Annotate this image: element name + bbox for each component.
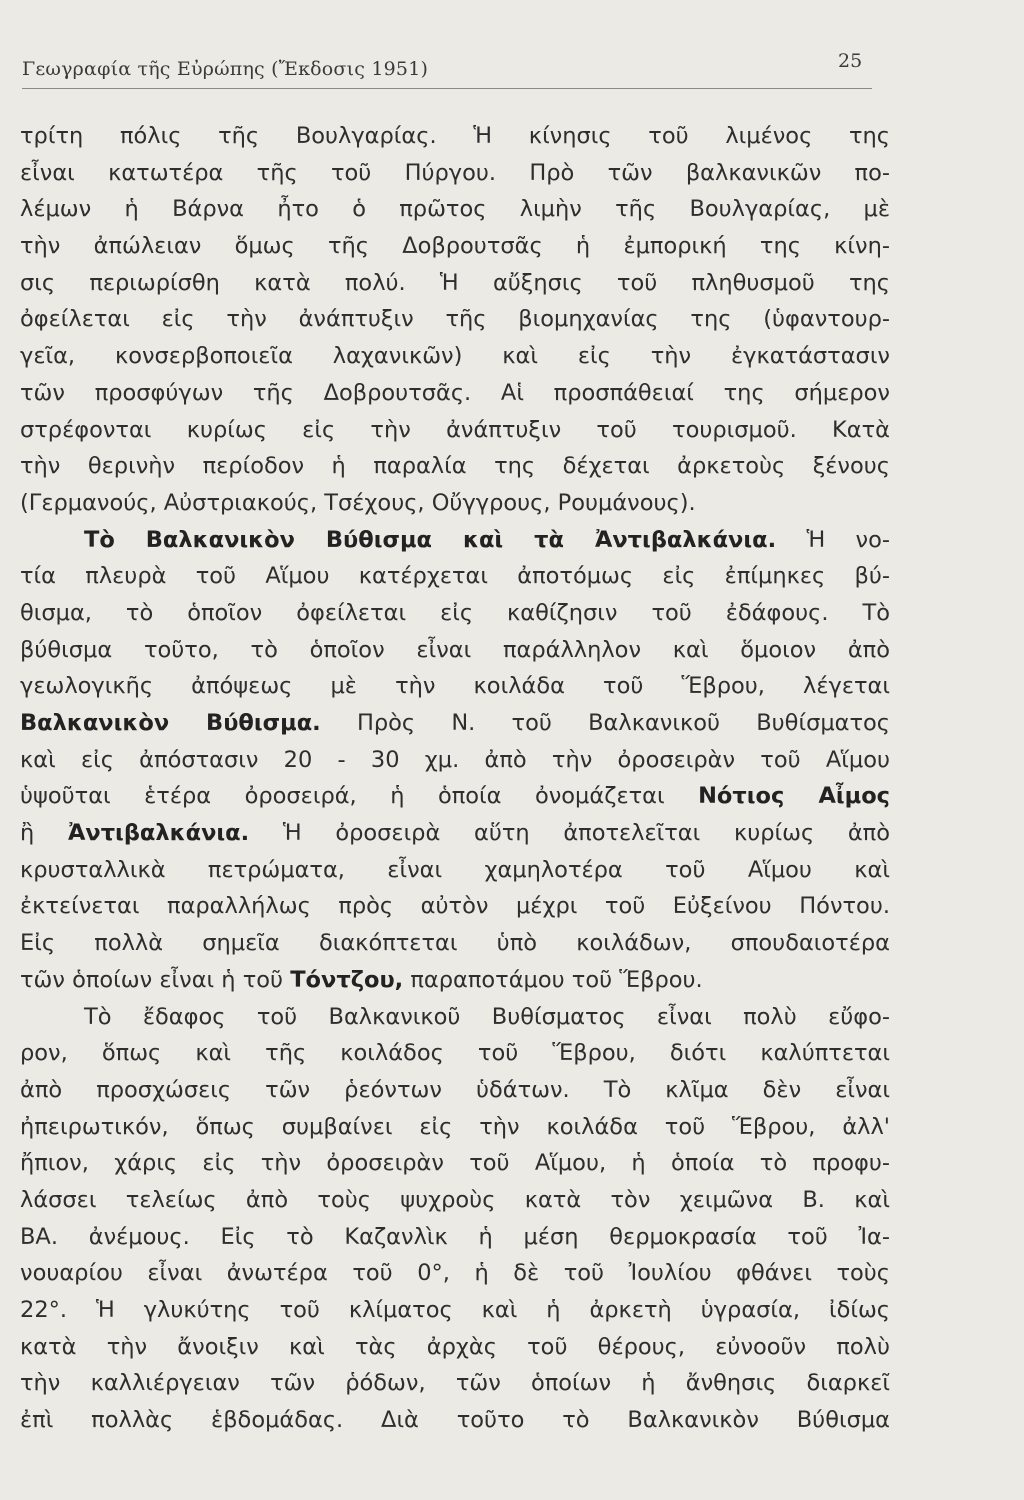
text-run: κατὰ τὴν ἄνοιξιν καὶ τὰς ἀρχὰς τοῦ θέρους, εὐνοοῦν πολὺ <box>20 1333 890 1360</box>
text-run: ἢ <box>20 820 68 847</box>
text-line <box>20 595 890 632</box>
text-run: Εἰς πολλὰ σημεῖα διακόπτεται ὑπὸ κοιλάδων, σπουδαιοτέρα <box>20 930 890 957</box>
text-line <box>20 522 890 559</box>
text-line <box>20 999 890 1036</box>
bold-term: Βαλκανικὸν Βύθισμα. <box>20 710 321 736</box>
text-line <box>20 1365 890 1402</box>
text-line <box>20 228 890 265</box>
text-line <box>20 412 890 449</box>
text-line <box>20 1035 890 1072</box>
text-line <box>20 925 890 962</box>
text-run: σις περιωρίσθη κατὰ πολύ. Ἡ αὔξησις τοῦ πληθυσμοῦ της <box>20 269 890 296</box>
text-line <box>20 1329 890 1366</box>
text-run: Ἡ νο- <box>776 526 890 553</box>
text-line <box>20 118 890 155</box>
text-line <box>20 1219 890 1256</box>
text-line <box>20 1072 890 1109</box>
text-line <box>20 191 890 228</box>
text-run: (Γερμανούς, Αὐστριακούς, Τσέχους, Οὔγγρους, Ρουμάνους). <box>20 489 696 516</box>
text-line <box>20 888 890 925</box>
text-line <box>20 1182 890 1219</box>
text-line <box>20 448 890 485</box>
text-line <box>20 815 890 852</box>
text-run: ἀπὸ προσχώσεις τῶν ῥεόντων ὑδάτων. Τὸ κλῖμα δὲν εἶναι <box>20 1076 890 1103</box>
text-line <box>20 558 890 595</box>
text-run: λέμων ἡ Βάρνα ἦτο ὁ πρῶτος λιμὴν τῆς Βουλγαρίας, μὲ <box>20 196 890 223</box>
text-run: Πρὸς Ν. τοῦ Βαλκανικοῦ Βυθίσματος <box>320 710 890 736</box>
text-line <box>20 1145 890 1182</box>
text-line <box>20 1402 890 1439</box>
page-number: 25 <box>838 50 863 72</box>
text-run: εἶναι κατωτέρα τῆς τοῦ Πύργου. Πρὸ τῶν βαλκανικῶν πο- <box>20 159 890 186</box>
text-line <box>20 485 890 522</box>
text-run: θισμα, τὸ ὁποῖον ὀφείλεται εἰς καθίζησιν τοῦ ἐδάφους. Τὸ <box>20 599 890 626</box>
text-run: ἤπιον, χάρις εἰς τὴν ὀροσειρὰν τοῦ Αἵμου, ἡ ὁποία τὸ προφυ- <box>20 1150 890 1177</box>
header-rule <box>22 88 872 89</box>
text-run: νουαρίου εἶναι ἀνωτέρα τοῦ 0°, ἡ δὲ τοῦ Ἰουλίου φθάνει τοὺς <box>20 1260 890 1287</box>
text-line <box>20 155 890 192</box>
text-line <box>20 338 890 375</box>
text-run: τῶν προσφύγων τῆς Δοβρουτσᾶς. Αἱ προσπάθειαί της σήμερον <box>20 379 890 406</box>
text-line <box>20 705 890 742</box>
text-run: καὶ εἰς ἀπόστασιν 20 - 30 χμ. ἀπὸ τὴν ὀροσειρὰν τοῦ Αἵμου <box>20 746 890 773</box>
text-run: τὴν θερινὴν περίοδον ἡ παραλία της δέχεται ἀρκετοὺς ξένους <box>20 453 890 480</box>
text-run: τῶν ὁποίων εἶναι ἡ τοῦ <box>20 966 291 993</box>
text-run: 22°. Ἡ γλυκύτης τοῦ κλίματος καὶ ἡ ἀρκετὴ ὑγρασία, ἰδίως <box>20 1297 890 1323</box>
text-run: στρέφονται κυρίως εἰς τὴν ἀνάπτυξιν τοῦ τουρισμοῦ. Κατὰ <box>20 416 890 443</box>
text-run: ὑψοῦται ἑτέρα ὀροσειρά, ἡ ὁποία ὀνομάζεται <box>20 783 699 810</box>
text-run: λάσσει τελείως ἀπὸ τοὺς ψυχροὺς κατὰ τὸν χειμῶνα Β. καὶ <box>20 1186 890 1213</box>
text-run: ἠπειρωτικόν, ὅπως συμβαίνει εἰς τὴν κοιλάδα τοῦ Ἕβρου, ἀλλ' <box>20 1113 890 1140</box>
text-run: τία πλευρὰ τοῦ Αἵμου κατέρχεται ἀποτόμως εἰς ἐπίμηκες βύ- <box>20 563 890 590</box>
text-line <box>20 778 890 815</box>
text-line <box>20 1255 890 1292</box>
body-text <box>20 118 890 1439</box>
text-line <box>20 668 890 705</box>
text-run: ὀφείλεται εἰς τὴν ἀνάπτυξιν τῆς βιομηχανίας της (ὑφαντουρ- <box>20 306 890 333</box>
text-line <box>20 742 890 779</box>
bold-term: Τόντζου, <box>290 966 404 993</box>
text-line <box>20 1292 890 1329</box>
text-run: γεωλογικῆς ἀπόψεως μὲ τὴν κοιλάδα τοῦ Ἕβρου, λέγεται <box>20 673 890 700</box>
text-run: κρυσταλλικὰ πετρώματα, εἶναι χαμηλοτέρα τοῦ Αἵμου καὶ <box>20 856 890 883</box>
text-line <box>20 1109 890 1146</box>
text-run: ἐκτείνεται παραλλήλως πρὸς αὐτὸν μέχρι τοῦ Εὐξείνου Πόντου. <box>20 893 890 920</box>
text-run: γεῖα, κονσερβοποιεῖα λαχανικῶν) καὶ εἰς τὴν ἐγκατάστασιν <box>20 343 890 370</box>
text-run: τρίτη πόλις τῆς Βουλγαρίας. Ἡ κίνησις τοῦ λιμένος της <box>20 123 890 149</box>
text-run: ΒΑ. ἀνέμους. Εἰς τὸ Καζανλὶκ ἡ μέση θερμοκρασία τοῦ Ἰα- <box>20 1223 890 1250</box>
bold-term: Ἀντιβαλκάνια. <box>67 820 250 847</box>
text-line <box>20 265 890 302</box>
text-line <box>20 962 890 999</box>
text-run: ρον, ὅπως καὶ τῆς κοιλάδος τοῦ Ἕβρου, διότι καλύπτεται <box>20 1040 890 1067</box>
text-line <box>20 632 890 669</box>
text-run: τὴν ἀπώλειαν ὅμως τῆς Δοβρουτσᾶς ἡ ἐμπορική της κίνη- <box>20 233 890 260</box>
bold-term: Νότιος Αἶμος <box>698 783 890 810</box>
bold-term: Τὸ Βαλκανικὸν Βύθισμα καὶ τὰ Ἀντιβαλκάνια. <box>84 526 777 553</box>
text-line <box>20 375 890 412</box>
text-run: βύθισμα τοῦτο, τὸ ὁποῖον εἶναι παράλληλον καὶ ὅμοιον ἀπὸ <box>20 636 890 663</box>
text-line <box>20 852 890 889</box>
text-run: Τὸ ἔδαφος τοῦ Βαλκανικοῦ Βυθίσματος εἶναι πολὺ εὔφο- <box>84 1003 890 1030</box>
text-run: Ἡ ὀροσειρὰ αὕτη ἀποτελεῖται κυρίως ἀπὸ <box>249 820 890 847</box>
running-title: Γεωγραφία τῆς Εὐρώπης (Ἔκδοσις 1951) <box>22 58 429 80</box>
text-run: παραποτάμου τοῦ Ἕβρου. <box>403 966 703 993</box>
text-run: τὴν καλλιέργειαν τῶν ῥόδων, τῶν ὁποίων ἡ ἄνθησις διαρκεῖ <box>20 1370 890 1397</box>
text-line <box>20 301 890 338</box>
text-run: ἐπὶ πολλὰς ἑβδομάδας. Διὰ τοῦτο τὸ Βαλκανικὸν Βύθισμα <box>20 1407 890 1434</box>
